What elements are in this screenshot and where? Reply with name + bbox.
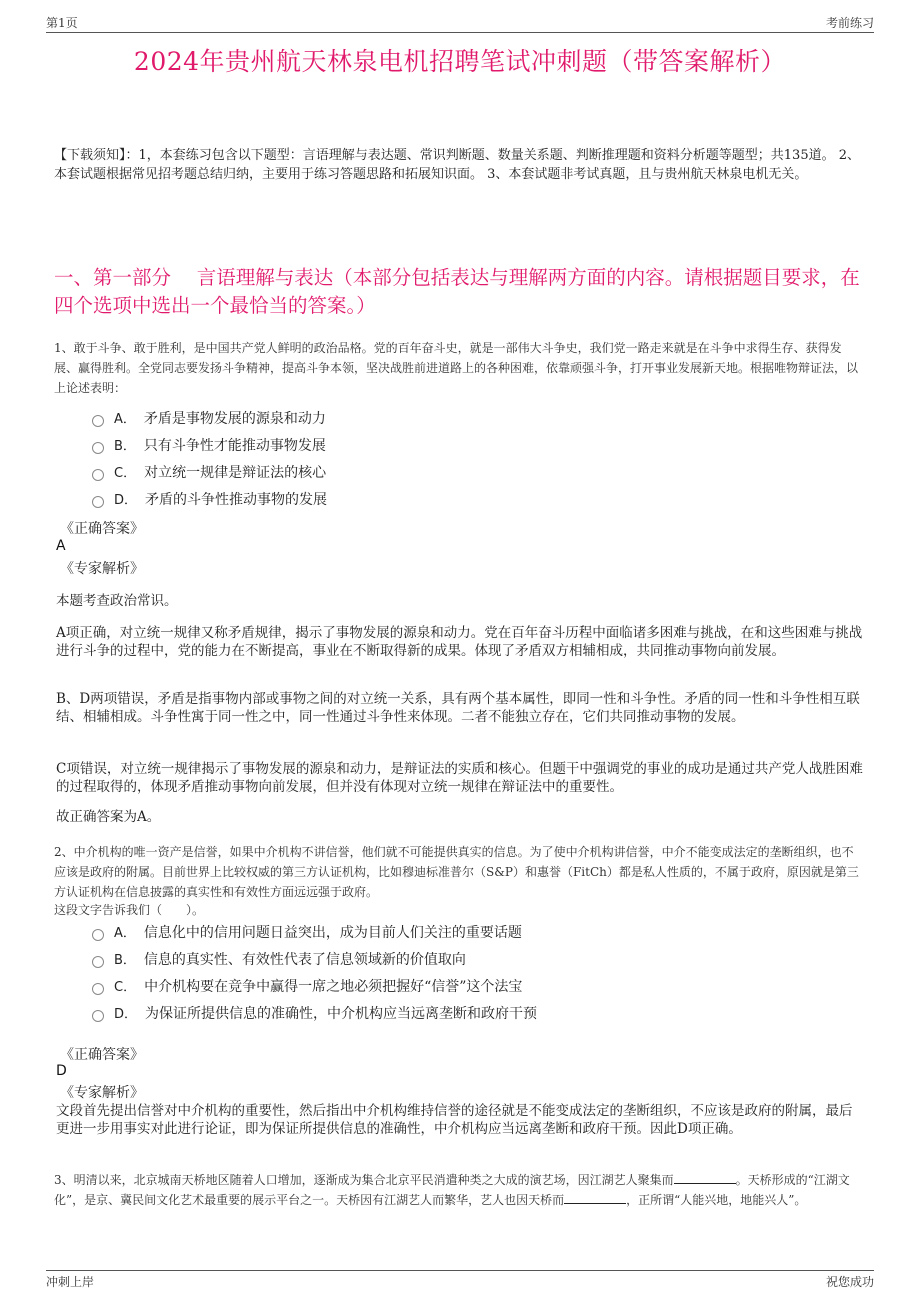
option-a[interactable]	[92, 404, 832, 431]
correct-answer-value: A	[56, 538, 66, 554]
question-1-stem: 1、敢于斗争、敢于胜利，是中国共产党人鲜明的政治品格。党的百年奋斗史，就是一部伟大斗争史，我们党一路走来就是在斗争中求得生存、获得发展、赢得胜利。全党同志要发扬斗争精神，提高斗争本领，坚决战胜前进道路上的各种困难，依靠顽强斗争，打开事业发展新天地。根据唯物辩证法，以上论述表明：	[54, 341, 859, 395]
option-text: 信息化中的信用问题日益突出，成为目前人们关注的重要话题	[143, 924, 522, 941]
question-2-prompt: 这段文字告诉我们（ ）。	[54, 903, 205, 917]
footer-divider	[46, 1270, 874, 1271]
fill-blank	[674, 1170, 736, 1184]
question-1-options	[92, 404, 832, 512]
header-divider	[46, 32, 874, 33]
option-letter: D．	[114, 1007, 138, 1022]
option-text: 信息的真实性、有效性代表了信息领域新的价值取向	[143, 951, 466, 968]
footer-left: 冲刺上岸	[46, 1275, 95, 1289]
analysis-paragraph: 文段首先提出信誉对中介机构的重要性，然后指出中介机构维持信誉的途径就是不能变成法定的垄断组织，不应该是政府的附属，最后更进一步用事实对此进行论证，即为保证所提供信息的准确性，中介机构应当远离垄断和政府干预。因此D项正确。	[56, 1103, 853, 1137]
option-c[interactable]	[92, 972, 832, 999]
option-b[interactable]	[92, 431, 832, 458]
radio-icon[interactable]	[92, 929, 104, 941]
correct-answer-label: 《正确答案》	[60, 1047, 144, 1063]
page-title: 2024年贵州航天林泉电机招聘笔试冲刺题（带答案解析）	[133, 47, 787, 76]
option-letter: A．	[114, 926, 136, 941]
footer-right: 祝您成功	[825, 1275, 874, 1289]
question-2-stem: 2、中介机构的唯一资产是信誉，如果中介机构不讲信誉，他们就不可能提供真实的信息。为了使中介机构讲信誉，中介不能变成法定的垄断组织，也不应该是政府的附属。目前世界上比较权威的第三方认证机构，比如穆迪标准普尔（S&P）和惠誉（FitCh）都是私人性质的，不属于政府，原因就是第三方认证机构在信息披露的真实性和有效性方面远远强于政府。	[54, 845, 859, 899]
stem-part: 。天桥形成的“江湖文化”，是京、冀民间文化艺术最重要的展示平台之一。天桥因有江湖艺人而繁华，艺人也因天桥而	[54, 1173, 850, 1207]
option-text: 矛盾的斗争性推动事物的发展	[145, 491, 328, 508]
option-letter: A．	[114, 412, 136, 427]
radio-icon[interactable]	[92, 442, 104, 454]
option-letter: C．	[114, 466, 137, 481]
correct-answer-value: D	[56, 1063, 67, 1079]
analysis-paragraph: A项正确，对立统一规律又称矛盾规律，揭示了事物发展的源泉和动力。党在百年奋斗历程中面临诸多困难与挑战，在和这些困难与挑战进行斗争的过程中，党的能力在不断提高，事业在不断取得新的成果。体现了矛盾双方相辅相成，共同推动事物向前发展。	[56, 625, 863, 659]
page-number: 第1页	[46, 16, 78, 30]
correct-answer-label: 《正确答案》	[60, 521, 144, 537]
option-letter: C．	[114, 980, 137, 995]
option-text: 中介机构要在竞争中赢得一席之地必须把握好“信誉”这个法宝	[144, 978, 523, 995]
option-d[interactable]	[92, 485, 832, 512]
option-letter: B．	[114, 439, 136, 454]
analysis-label: 《专家解析》	[60, 1085, 144, 1101]
radio-icon[interactable]	[92, 496, 104, 508]
radio-icon[interactable]	[92, 415, 104, 427]
option-text: 只有斗争性才能推动事物发展	[143, 437, 326, 454]
section-heading: 一、第一部分 言语理解与表达（本部分包括表达与理解两方面的内容。请根据题目要求，在四个选项中选出一个最恰当的答案。）	[54, 266, 860, 317]
header-category: 考前练习	[825, 16, 874, 30]
question-2-options	[92, 918, 832, 1026]
option-c[interactable]	[92, 458, 832, 485]
stem-part: ，正所谓“人能兴地，地能兴人”。	[626, 1193, 807, 1207]
question-3-stem	[54, 1170, 860, 1210]
radio-icon[interactable]	[92, 983, 104, 995]
radio-icon[interactable]	[92, 1010, 104, 1022]
download-notice: 【下载须知】：1，本套练习包含以下题型：言语理解与表达题、常识判断题、数量关系题、判断推理题和资料分析题等题型；共135道。 2、本套试题根据常见招考题总结归纳，主要用于练习答题思路和拓展知识面。 3、本套试题非考试真题，且与贵州航天林泉电机无关。	[54, 148, 860, 182]
radio-icon[interactable]	[92, 956, 104, 968]
analysis-paragraph: B、D两项错误，矛盾是指事物内部或事物之间的对立统一关系，具有两个基本属性，即同一性和斗争性。矛盾的同一性和斗争性相互联结、相辅相成。斗争性寓于同一性之中，同一性通过斗争性来体现。二者不能独立存在，它们共同推动事物的发展。	[56, 691, 860, 725]
option-b[interactable]	[92, 945, 832, 972]
analysis-paragraph: C项错误，对立统一规律揭示了事物发展的源泉和动力，是辩证法的实质和核心。但题干中强调党的事业的成功是通过共产党人战胜困难的过程取得的，体现矛盾推动事物向前发展，但并没有体现对立统一规律在辩证法中的重要性。	[56, 761, 863, 795]
option-letter: B．	[114, 953, 136, 968]
option-letter: D．	[114, 493, 138, 508]
option-a[interactable]	[92, 918, 832, 945]
option-text: 为保证所提供信息的准确性，中介机构应当远离垄断和政府干预	[145, 1005, 538, 1022]
analysis-conclusion: 故正确答案为A。	[56, 809, 161, 825]
option-text: 对立统一规律是辩证法的核心	[144, 464, 327, 481]
stem-part: 3、明清以来，北京城南天桥地区随着人口增加，逐渐成为集合北京平民消遣种类之大成的演艺场，因江湖艺人聚集而	[54, 1173, 674, 1187]
option-d[interactable]	[92, 999, 832, 1026]
radio-icon[interactable]	[92, 469, 104, 481]
analysis-paragraph: 本题考查政治常识。	[56, 593, 178, 609]
fill-blank	[564, 1190, 626, 1204]
analysis-label: 《专家解析》	[60, 561, 144, 577]
option-text: 矛盾是事物发展的源泉和动力	[143, 410, 326, 427]
